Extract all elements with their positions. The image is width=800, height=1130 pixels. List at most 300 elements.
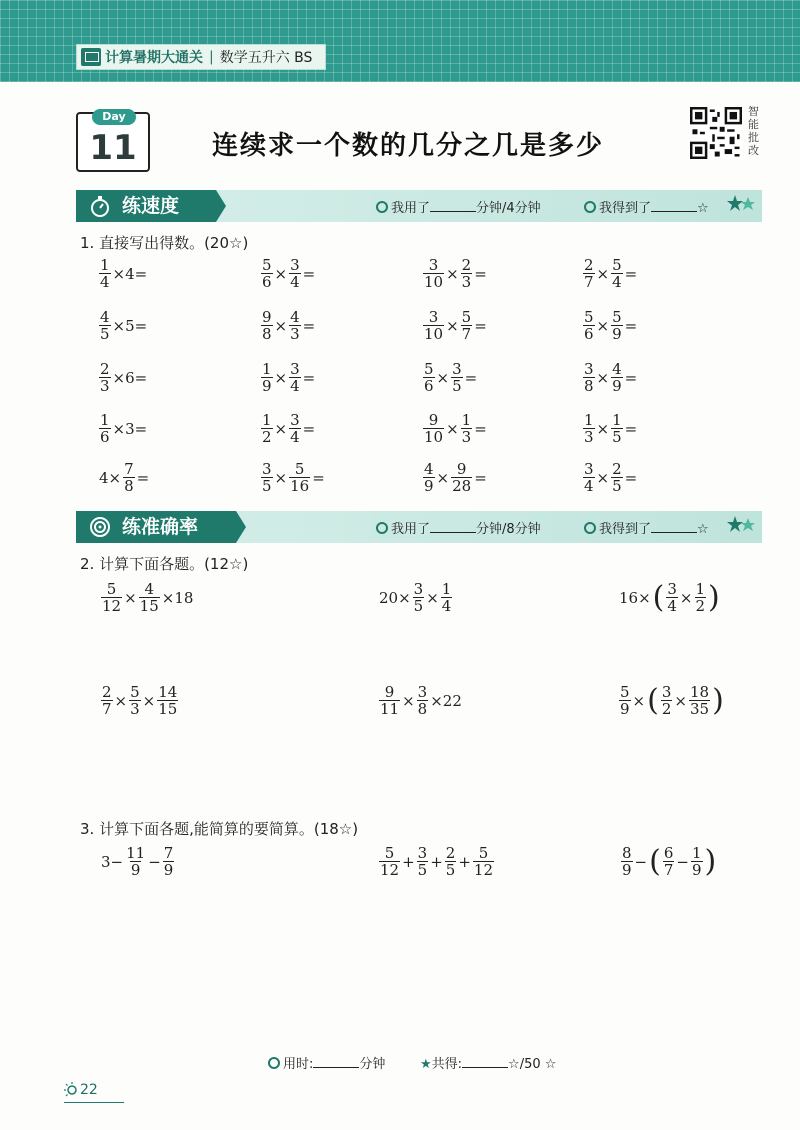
math-expression — [422, 258, 488, 290]
numerator: 1 — [262, 360, 272, 378]
fraction — [157, 685, 178, 717]
denominator: 9 — [622, 861, 632, 879]
math-expression — [98, 258, 148, 290]
fraction — [99, 413, 111, 445]
numerator: 5 — [262, 256, 272, 274]
operator: × — [446, 265, 459, 283]
fraction — [261, 413, 273, 445]
denominator: 6 — [424, 377, 434, 395]
score-blank[interactable] — [651, 200, 697, 212]
denominator: 8 — [417, 700, 428, 718]
day-badge — [76, 112, 150, 172]
numerator: 6 — [663, 844, 674, 862]
footer-time: 用时: 分钟 — [268, 1053, 385, 1072]
day-label: Day — [92, 109, 136, 125]
math-expression — [378, 846, 495, 878]
denominator: 9 — [262, 377, 272, 395]
fraction — [423, 258, 444, 290]
operator: × — [446, 420, 459, 438]
fraction — [441, 582, 453, 614]
denominator: 15 — [158, 700, 178, 718]
denominator: 12 — [380, 861, 400, 879]
fraction — [583, 462, 595, 494]
math-expression — [618, 685, 725, 717]
numerator: 3 — [262, 460, 272, 478]
math-expression — [582, 413, 638, 445]
fraction — [583, 310, 595, 342]
operator: + — [458, 853, 471, 871]
numerator: 5 — [106, 580, 117, 598]
fraction — [689, 685, 710, 717]
numerator: 5 — [130, 683, 140, 701]
footer-total: ★共得: ☆/50 ☆ — [420, 1057, 557, 1072]
numerator: 4 — [424, 460, 434, 478]
operator: 20× — [379, 589, 411, 607]
alarm-clock-icon — [268, 1057, 280, 1069]
operator: + — [430, 853, 443, 871]
operator: = — [312, 469, 325, 487]
denominator: 15 — [139, 597, 159, 615]
math-expression — [582, 462, 638, 494]
fraction — [413, 582, 425, 614]
math-expression — [582, 258, 638, 290]
check-icon — [584, 522, 596, 534]
operator: × — [274, 265, 288, 283]
numerator: 2 — [461, 256, 472, 274]
numerator: 2 — [445, 844, 456, 862]
numerator: 2 — [100, 360, 110, 378]
denominator: 9 — [612, 377, 622, 395]
section-speed — [76, 190, 762, 222]
numerator: 18 — [689, 683, 710, 701]
fraction — [379, 846, 400, 878]
fraction — [261, 462, 273, 494]
numerator: 3 — [428, 308, 439, 326]
fraction — [445, 846, 457, 878]
parenthesis: ( — [652, 580, 665, 615]
section-title: 练速度 — [76, 190, 216, 222]
fraction — [611, 310, 623, 342]
question-1-label: 1. 直接写出得数。(20☆) — [80, 234, 249, 252]
numerator: 2 — [612, 460, 622, 478]
fraction — [101, 685, 113, 717]
numerator: 2 — [584, 256, 594, 274]
score-stat: 我得到了 ☆ — [584, 197, 709, 216]
numerator: 5 — [294, 460, 305, 478]
numerator: 3 — [452, 360, 462, 378]
operator: × — [142, 692, 156, 710]
fraction — [99, 258, 111, 290]
section-accuracy — [76, 511, 762, 543]
operator: × — [446, 317, 459, 335]
math-expression — [422, 462, 488, 494]
fraction — [451, 362, 463, 394]
fraction — [99, 310, 111, 342]
denominator: 6 — [584, 325, 594, 343]
score-stat: 我得到了 ☆ — [584, 518, 709, 537]
numerator: 5 — [584, 308, 594, 326]
operator: = — [474, 317, 487, 335]
parenthesis: ) — [704, 844, 717, 879]
operator: = — [302, 317, 316, 335]
denominator: 4 — [290, 273, 300, 291]
operator: = — [624, 265, 638, 283]
fraction — [611, 462, 623, 494]
clock-icon — [376, 522, 388, 534]
time-blank[interactable] — [430, 521, 476, 533]
series-title: 计算暑期大通关 — [105, 50, 203, 66]
numerator: 3 — [290, 411, 300, 429]
denominator: 28 — [452, 477, 472, 495]
day-number: 11 — [89, 128, 137, 168]
fraction — [423, 362, 435, 394]
numerator: 3 — [413, 580, 424, 598]
qr-code-icon[interactable] — [690, 107, 742, 159]
math-expression — [100, 685, 179, 717]
fraction — [611, 413, 623, 445]
numerator: 5 — [478, 844, 489, 862]
numerator: 3 — [417, 844, 428, 862]
fraction — [379, 685, 400, 717]
series-header — [76, 44, 326, 70]
time-stat: 我用了 分钟/4分钟 — [376, 197, 541, 216]
math-expression — [100, 846, 175, 878]
operator: = — [464, 369, 478, 387]
fraction — [583, 258, 595, 290]
operator: × — [274, 469, 288, 487]
series-subtitle: 数学五升六 BS — [219, 50, 313, 66]
denominator: 35 — [689, 700, 710, 718]
fraction — [99, 362, 111, 394]
operator: × — [114, 692, 128, 710]
fraction — [461, 258, 473, 290]
fraction — [611, 258, 623, 290]
numerator: 7 — [163, 844, 174, 862]
math-expression — [260, 362, 316, 394]
operator: = — [136, 469, 150, 487]
stars-icon — [726, 514, 756, 538]
denominator: 2 — [661, 700, 672, 718]
operator: = — [624, 369, 638, 387]
check-icon — [584, 201, 596, 213]
denominator: 7 — [663, 861, 674, 879]
math-expression — [582, 362, 638, 394]
denominator: 16 — [290, 477, 310, 495]
book-icon — [81, 48, 101, 66]
math-expression — [98, 362, 148, 394]
denominator: 5 — [262, 477, 272, 495]
operator: ×5= — [112, 317, 148, 335]
denominator: 5 — [413, 597, 424, 615]
denominator: 12 — [102, 597, 122, 615]
operator: 3− — [101, 853, 124, 871]
numerator: 4 — [612, 360, 622, 378]
numerator: 1 — [584, 411, 594, 429]
operator: = — [302, 369, 316, 387]
math-expression — [620, 846, 717, 878]
page-number-rule — [64, 1102, 124, 1103]
operator: = — [474, 420, 487, 438]
math-expression — [378, 685, 463, 717]
numerator: 1 — [695, 580, 706, 598]
math-expression — [260, 462, 326, 494]
sun-icon — [64, 1082, 80, 1098]
operator: × — [426, 589, 439, 607]
fraction — [663, 846, 675, 878]
operator: 16× — [619, 589, 651, 607]
fraction — [619, 685, 631, 717]
denominator: 10 — [424, 428, 444, 446]
fraction — [666, 582, 678, 614]
fraction — [417, 685, 429, 717]
numerator: 4 — [100, 308, 110, 326]
fraction — [289, 362, 301, 394]
footer-total-blank[interactable] — [462, 1056, 508, 1068]
numerator: 1 — [100, 256, 110, 274]
operator: × — [124, 589, 137, 607]
operator: = — [302, 420, 316, 438]
denominator: 4 — [612, 273, 622, 291]
operator: − — [148, 853, 161, 871]
operator: × — [674, 692, 687, 710]
fraction — [139, 582, 160, 614]
math-expression — [582, 310, 638, 342]
numerator: 3 — [584, 460, 594, 478]
operator: = — [624, 420, 638, 438]
operator: 4× — [99, 469, 122, 487]
operator: × — [274, 420, 288, 438]
numerator: 3 — [667, 580, 677, 598]
operator: × — [596, 420, 610, 438]
denominator: 5 — [100, 325, 110, 343]
math-expression — [422, 362, 478, 394]
numerator: 3 — [290, 256, 300, 274]
denominator: 7 — [461, 325, 472, 343]
numerator: 7 — [124, 460, 134, 478]
denominator: 4 — [441, 597, 452, 615]
page-title: 连续求一个数的几分之几是多少 — [212, 131, 605, 161]
operator: − — [676, 853, 689, 871]
numerator: 1 — [461, 411, 472, 429]
numerator: 5 — [612, 308, 622, 326]
section-title: 练准确率 — [76, 511, 236, 543]
denominator: 3 — [130, 700, 140, 718]
fraction — [163, 846, 175, 878]
numerator: 8 — [622, 844, 632, 862]
star-icon: ★ — [420, 1057, 432, 1072]
stopwatch-icon — [88, 194, 112, 218]
operator: ×3= — [112, 420, 148, 438]
denominator: 7 — [584, 273, 594, 291]
operator: × — [596, 265, 610, 283]
denominator: 7 — [102, 700, 112, 718]
target-icon — [88, 515, 112, 539]
denominator: 2 — [695, 597, 706, 615]
time-blank[interactable] — [430, 200, 476, 212]
operator: × — [274, 317, 288, 335]
fraction — [423, 310, 444, 342]
denominator: 9 — [620, 700, 630, 718]
operator: = — [624, 469, 638, 487]
math-expression — [422, 310, 488, 342]
fraction — [289, 310, 301, 342]
operator: × — [274, 369, 288, 387]
operator: × — [632, 692, 646, 710]
operator: × — [402, 692, 415, 710]
operator: − — [634, 853, 648, 871]
fraction — [423, 462, 435, 494]
denominator: 4 — [667, 597, 677, 615]
numerator: 5 — [424, 360, 434, 378]
fraction — [621, 846, 633, 878]
fraction — [691, 846, 703, 878]
fraction — [289, 413, 301, 445]
operator: ×4= — [112, 265, 148, 283]
denominator: 10 — [424, 273, 444, 291]
denominator: 9 — [163, 861, 174, 879]
operator: ×6= — [112, 369, 148, 387]
operator: × — [596, 469, 610, 487]
numerator: 4 — [144, 580, 154, 598]
fraction — [461, 310, 473, 342]
denominator: 4 — [100, 273, 110, 291]
denominator: 6 — [100, 428, 110, 446]
numerator: 5 — [620, 683, 630, 701]
operator: × — [679, 589, 693, 607]
score-blank[interactable] — [651, 521, 697, 533]
numerator: 1 — [262, 411, 272, 429]
fraction — [583, 362, 595, 394]
numerator: 9 — [428, 411, 439, 429]
denominator: 4 — [290, 428, 300, 446]
denominator: 4 — [290, 377, 300, 395]
operator: × — [596, 369, 610, 387]
parenthesis: ( — [647, 683, 659, 718]
operator: × — [596, 317, 610, 335]
denominator: 3 — [461, 273, 472, 291]
fraction — [125, 846, 146, 878]
operator: + — [402, 853, 415, 871]
numerator: 14 — [158, 683, 178, 701]
numerator: 3 — [661, 683, 672, 701]
parenthesis: ) — [708, 580, 720, 615]
denominator: 6 — [262, 273, 272, 291]
series-divider: | — [209, 49, 214, 65]
math-expression — [260, 310, 316, 342]
denominator: 2 — [262, 428, 272, 446]
math-expression — [260, 258, 316, 290]
numerator: 3 — [417, 683, 428, 701]
parenthesis: ) — [712, 683, 724, 718]
denominator: 5 — [445, 861, 456, 879]
fraction — [261, 258, 273, 290]
numerator: 9 — [384, 683, 395, 701]
numerator: 9 — [456, 460, 467, 478]
stars-icon — [726, 193, 756, 217]
operator: = — [474, 265, 487, 283]
fraction — [129, 685, 141, 717]
page-number: 22 — [80, 1082, 98, 1098]
qr-caption: 智 能 批 改 — [748, 105, 759, 157]
operator: × — [436, 469, 450, 487]
math-expression — [378, 582, 453, 614]
operator: = — [624, 317, 638, 335]
numerator: 5 — [461, 308, 472, 326]
numerator: 1 — [691, 844, 702, 862]
fraction — [661, 685, 673, 717]
numerator: 5 — [612, 256, 622, 274]
denominator: 5 — [612, 428, 622, 446]
fraction — [611, 362, 623, 394]
fraction — [423, 413, 444, 445]
fraction — [417, 846, 429, 878]
denominator: 8 — [584, 377, 594, 395]
numerator: 1 — [100, 411, 110, 429]
math-expression — [98, 462, 150, 494]
numerator: 9 — [262, 308, 272, 326]
math-expression — [422, 413, 488, 445]
operator: × — [436, 369, 450, 387]
operator: ×18 — [161, 589, 194, 607]
numerator: 3 — [584, 360, 594, 378]
numerator: 1 — [612, 411, 622, 429]
fraction — [101, 582, 122, 614]
denominator: 11 — [380, 700, 400, 718]
denominator: 5 — [612, 477, 622, 495]
fraction — [261, 310, 273, 342]
math-expression — [98, 310, 148, 342]
parenthesis: ( — [649, 844, 661, 879]
denominator: 5 — [452, 377, 462, 395]
footer-time-blank[interactable] — [313, 1056, 359, 1068]
math-expression — [98, 413, 148, 445]
operator: = — [474, 469, 487, 487]
operator: ×22 — [430, 692, 462, 710]
fraction — [461, 413, 473, 445]
numerator: 3 — [428, 256, 439, 274]
fraction — [261, 362, 273, 394]
operator: = — [302, 265, 316, 283]
fraction — [473, 846, 494, 878]
numerator: 5 — [384, 844, 395, 862]
denominator: 9 — [130, 861, 141, 879]
denominator: 4 — [584, 477, 594, 495]
math-expression — [100, 582, 194, 614]
numerator: 1 — [441, 580, 452, 598]
numerator: 11 — [126, 844, 146, 862]
denominator: 8 — [262, 325, 272, 343]
fraction — [289, 462, 310, 494]
denominator: 5 — [417, 861, 428, 879]
time-stat: 我用了 分钟/8分钟 — [376, 518, 541, 537]
denominator: 10 — [424, 325, 444, 343]
math-expression — [618, 582, 721, 614]
denominator: 12 — [473, 861, 494, 879]
fraction — [451, 462, 472, 494]
clock-icon — [376, 201, 388, 213]
math-expression — [260, 413, 316, 445]
denominator: 9 — [612, 325, 622, 343]
denominator: 3 — [461, 428, 472, 446]
numerator: 2 — [102, 683, 112, 701]
question-2-label: 2. 计算下面各题。(12☆) — [80, 555, 249, 573]
fraction — [289, 258, 301, 290]
numerator: 4 — [290, 308, 300, 326]
fraction — [123, 462, 135, 494]
fraction — [695, 582, 707, 614]
denominator: 9 — [424, 477, 434, 495]
fraction — [583, 413, 595, 445]
